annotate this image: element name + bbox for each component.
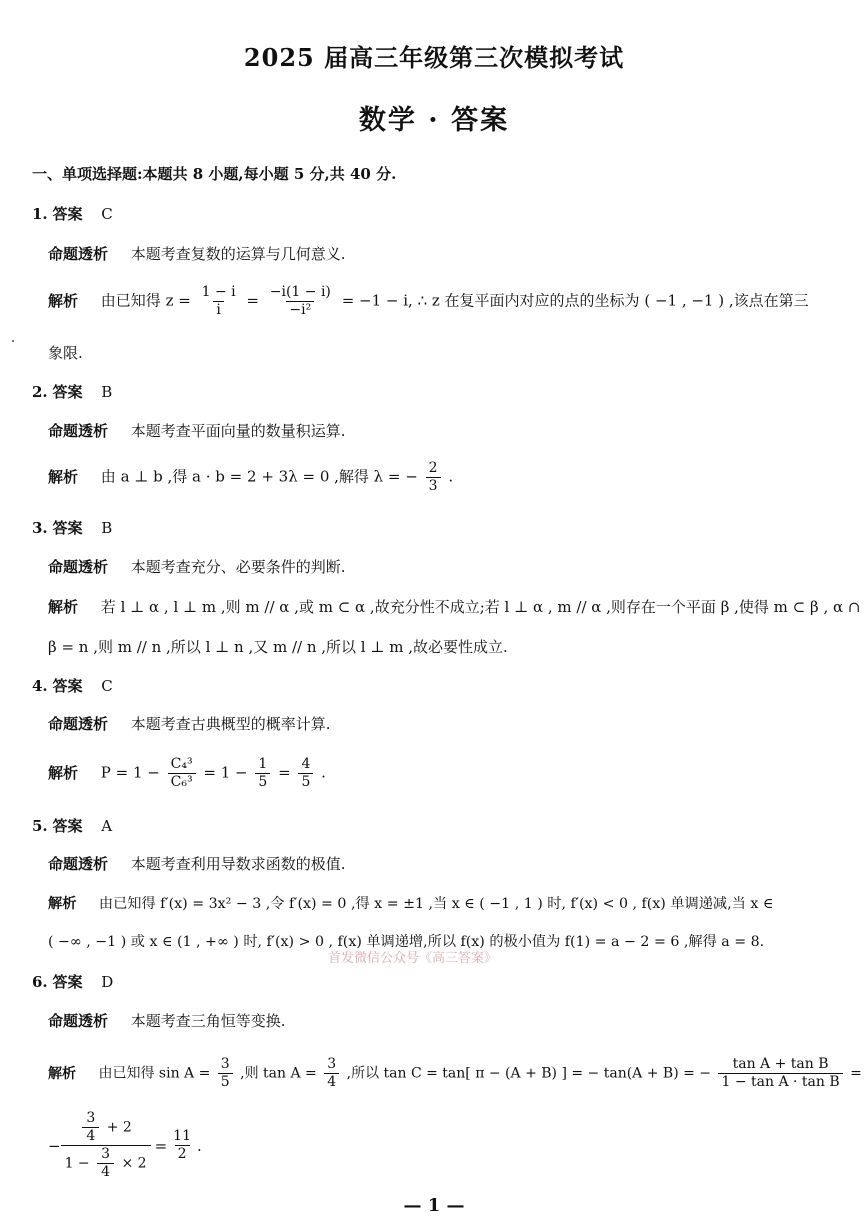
- intent-label: 命题透析: [48, 1012, 109, 1030]
- fraction-denominator: [61, 1145, 151, 1181]
- fraction-numerator: [79, 1110, 131, 1145]
- fraction-numerator: 3: [327, 1056, 337, 1072]
- fraction-numerator: 4: [301, 756, 311, 772]
- intent-label: 命题透析: [48, 855, 109, 873]
- fraction-numerator: 11: [173, 1128, 191, 1144]
- fraction-numerator: −i(1 − i): [269, 284, 331, 300]
- question-4-analysis: [48, 756, 326, 791]
- question-3-analysis: [48, 596, 860, 618]
- answer-label: 答案: [52, 519, 83, 537]
- question-1-analysis-cont: 象限.: [48, 344, 83, 362]
- intent-text: 本题考查平面向量的数量积运算.: [130, 422, 346, 440]
- fraction-numerator: 3: [101, 1146, 111, 1162]
- question-5-analysis: [48, 893, 773, 915]
- analysis-text: ,则 tan A =: [240, 1065, 317, 1082]
- question-5-answer-line: [32, 815, 112, 837]
- intent-text: 本题考查三角恒等变换.: [130, 1012, 286, 1030]
- answer-value: B: [101, 383, 113, 401]
- question-3-analysis-cont: β = n ,则 m // n ,所以 l ⊥ n ,又 m // n ,所以 l ⊥ m ,故必要性成立.: [48, 638, 508, 656]
- analysis-text: = −1 − i, ∴ z 在复平面内对应的点的坐标为 ( −1 , −1 ) ,该点在第三: [341, 291, 809, 310]
- question-5-intent: [48, 853, 346, 875]
- fraction-denominator: 5: [298, 773, 313, 791]
- fraction-denominator: i: [213, 301, 223, 319]
- answer-value: C: [101, 205, 113, 223]
- intent-label: 命题透析: [48, 422, 109, 440]
- fraction-numerator: C₄³: [170, 756, 193, 772]
- question-5-analysis-cont: ( −∞ , −1 ) 或 x ∈ (1 , +∞ ) 时, f′(x) > 0 , f(x) 单调递增,所以 f(x) 的极小值为 f(1) = a − 2 = 6 ,解得 a = 8.: [48, 934, 765, 950]
- fraction: [298, 756, 313, 791]
- question-2-answer-line: [32, 381, 112, 403]
- analysis-text: = 1 −: [203, 763, 248, 782]
- fraction: [97, 1146, 114, 1181]
- analysis-text: .: [197, 1136, 202, 1155]
- intent-text: 本题考查复数的运算与几何意义.: [130, 245, 346, 263]
- fraction-denominator: 4: [97, 1163, 114, 1181]
- fraction-numerator: tan A + tan B: [732, 1056, 829, 1072]
- question-1-intent: [48, 243, 346, 265]
- fraction: [170, 1128, 194, 1163]
- question-3-answer-line: [32, 517, 112, 539]
- fraction-denominator: 3: [426, 477, 441, 495]
- intent-text: 本题考查古典概型的概率计算.: [130, 715, 331, 733]
- document-subtitle: 数学 · 答案: [358, 105, 510, 136]
- analysis-label: 解析: [48, 896, 77, 912]
- analysis-text: 由已知得 sin A =: [98, 1065, 211, 1082]
- analysis-text: 若 l ⊥ α , l ⊥ m ,则 m // α ,或 m ⊂ α ,故充分性不成立;若 l ⊥ α , m // α ,则存在一个平面 β ,使得 m ⊂ β , α ∩: [100, 598, 861, 616]
- section-heading: 一、单项选择题:本题共 8 小题,每小题 5 分,共 40 分.: [32, 165, 397, 183]
- intent-label: 命题透析: [48, 245, 109, 263]
- answer-value: D: [101, 973, 114, 991]
- fraction: [199, 284, 239, 319]
- analysis-text: ,所以 tan C = tan[ π − (A + B) ] = − tan(A + B) = −: [346, 1065, 712, 1082]
- answer-value: C: [101, 677, 113, 695]
- analysis-text: 1 −: [64, 1155, 90, 1172]
- question-4-answer-line: [32, 675, 113, 697]
- watermark: 首发微信公众号《高三答案》: [328, 951, 498, 966]
- intent-label: 命题透析: [48, 715, 109, 733]
- analysis-label: 解析: [48, 467, 79, 486]
- answer-label: 答案: [52, 383, 83, 401]
- fraction-denominator: 4: [82, 1127, 99, 1145]
- question-1-answer-line: [32, 203, 113, 225]
- question-6-analysis-cont: [48, 1110, 202, 1181]
- fraction-denominator: −i²: [286, 301, 314, 319]
- question-6-intent: [48, 1010, 286, 1032]
- analysis-text: =: [850, 1065, 862, 1082]
- intent-text: 本题考查充分、必要条件的判断.: [130, 558, 346, 576]
- analysis-text: .: [448, 467, 454, 486]
- fraction-denominator: 4: [324, 1073, 339, 1091]
- fraction-denominator: 1 − tan A · tan B: [718, 1073, 842, 1091]
- question-2-analysis: [48, 460, 453, 495]
- fraction-denominator: 5: [255, 773, 270, 791]
- analysis-text: .: [321, 763, 326, 782]
- scan-speck: [12, 340, 14, 342]
- fraction: [718, 1056, 842, 1091]
- fraction-numerator: 2: [428, 460, 438, 476]
- fraction: [267, 284, 334, 319]
- analysis-text: × 2: [121, 1155, 147, 1172]
- question-number: 6.: [32, 973, 48, 991]
- fraction: [324, 1056, 339, 1091]
- analysis-text: 由 a ⊥ b ,得 a · b = 2 + 3λ = 0 ,解得 λ = −: [100, 467, 418, 486]
- analysis-text: 由已知得 z =: [100, 291, 191, 310]
- fraction-numerator: 1: [258, 756, 268, 772]
- analysis-text: =: [278, 763, 291, 782]
- fraction-denominator: 2: [175, 1145, 190, 1163]
- answer-value: B: [101, 519, 113, 537]
- fraction-denominator: C₆³: [168, 773, 196, 791]
- intent-text: 本题考查利用导数求函数的极值.: [130, 855, 346, 873]
- analysis-text: −: [48, 1136, 61, 1155]
- question-number: 5.: [32, 817, 48, 835]
- compound-fraction: [61, 1110, 151, 1181]
- analysis-label: 解析: [48, 598, 79, 616]
- answer-label: 答案: [52, 677, 83, 695]
- answer-label: 答案: [52, 817, 83, 835]
- analysis-text: + 2: [106, 1119, 132, 1136]
- answer-label: 答案: [52, 973, 83, 991]
- fraction-numerator: 3: [86, 1110, 96, 1126]
- fraction: [168, 756, 196, 791]
- analysis-text: =: [246, 291, 259, 310]
- question-4-intent: [48, 713, 331, 735]
- fraction-numerator: 3: [220, 1056, 230, 1072]
- document-title: 2025 届高三年级第三次模拟考试: [243, 43, 625, 72]
- question-6-analysis: [48, 1056, 862, 1091]
- answer-label: 答案: [52, 205, 83, 223]
- analysis-label: 解析: [48, 291, 79, 310]
- analysis-label: 解析: [48, 763, 79, 782]
- fraction-denominator: 5: [218, 1073, 233, 1091]
- question-number: 3.: [32, 519, 48, 537]
- question-number: 2.: [32, 383, 48, 401]
- analysis-text: =: [154, 1136, 168, 1155]
- analysis-text: P = 1 −: [100, 763, 160, 782]
- fraction: [218, 1056, 233, 1091]
- question-3-intent: [48, 556, 346, 578]
- question-1-analysis: [48, 284, 809, 319]
- question-2-intent: [48, 420, 346, 442]
- analysis-text: 由已知得 f′(x) = 3x² − 3 ,令 f′(x) = 0 ,得 x = ±1 ,当 x ∈ ( −1 , 1 ) 时, f′(x) < 0 , f(x) 单调递减,当 x ∈: [98, 896, 774, 912]
- fraction: [255, 756, 270, 791]
- fraction: [82, 1110, 99, 1145]
- fraction: [426, 460, 441, 495]
- page-number: — 1 —: [403, 1195, 465, 1216]
- question-6-answer-line: [32, 971, 113, 993]
- intent-label: 命题透析: [48, 558, 109, 576]
- question-number: 4.: [32, 677, 48, 695]
- question-number: 1.: [32, 205, 48, 223]
- answer-value: A: [101, 817, 113, 835]
- analysis-label: 解析: [48, 1065, 76, 1082]
- fraction-numerator: 1 − i: [201, 284, 236, 300]
